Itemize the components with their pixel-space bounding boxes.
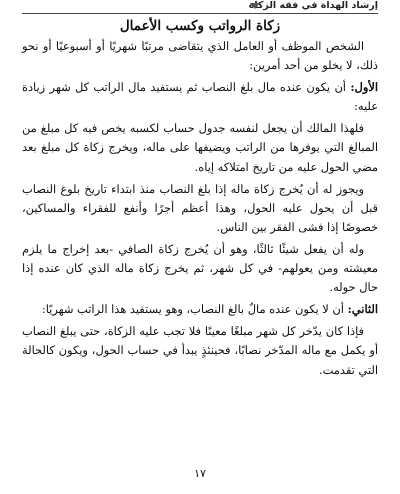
paragraph-5-text: وله أن يفعل شيئًا ثالثًا، وهو أن يُخرج زكاة الصافي -بعد إخراج ما يلزم معيشته ومن يعولهم- في كل شهر، ثم يخرج زكاة ماله الذي كان عنده إذا حال حوله.	[22, 241, 378, 295]
page-number: ١٧	[194, 467, 206, 480]
page-content	[22, 16, 378, 383]
paragraph-2-lead: الأول:	[350, 80, 378, 95]
header-ornament-icon	[250, 3, 260, 9]
paragraph-4	[22, 180, 378, 237]
paragraph-5	[22, 240, 378, 297]
paragraph-4-text: ويجوز له أن يُخرج زكاة ماله إذا بلغ النصاب منذ ابتداء تاريخ بلوغ النصاب قبل أن يحول عليه الحول، وهذا أعظم أجرًا وأنفع للفقراء والمساكين، خصوصًا إذا فشى الفقر بين الناس.	[22, 181, 378, 234]
paragraph-1-text: الشخص الموظف أو العامل الذي يتقاضى مرتبًا شهريًا أو أسبوعيًا أو نحو ذلك، لا يخلو من أحد أمرين:	[22, 39, 378, 73]
paragraph-6-lead: الثاني:	[347, 302, 378, 317]
paragraph-6-text: أن لا يكون عنده مالٌ بالغ النصاب، وهو يستفيد هذا الراتب شهريًا:	[41, 302, 348, 317]
paragraph-2	[22, 78, 378, 116]
paragraph-6	[22, 300, 378, 319]
paragraph-3-text: فلهذا المالك أن يجعل لنفسه جدول حساب لكسبه يخص فيه كل مبلغ من المبالغ التي يوفرها من الراتب ويضيفها على ماله، ويخرج زكاة كل مبلغ بعد مضي الحول عليه من تاريخ امتلاكه إياه.	[22, 121, 378, 174]
paragraph-3	[22, 119, 378, 176]
section-title: زكاة الرواتب وكسب الأعمال	[119, 18, 281, 34]
paragraph-7-text: فإذا كان يدّخر كل شهر مبلغًا معينًا فلا تجب عليه الزكاة، حتى يبلغ النصاب أو يكمل مع ماله المدّخر نصابًا، فحينئذٍ يبدأ في حساب الحول، ويكون كالحالة التي تقدمت.	[22, 324, 378, 377]
running-header	[22, 0, 378, 14]
paragraph-2-text: أن يكون عنده مال بلغ النصاب ثم يستفيد مال الراتب كل شهر زيادة عليه:	[22, 80, 378, 114]
paragraph-7	[22, 322, 378, 379]
paragraph-1	[22, 37, 378, 75]
running-header-title: إرشاد الهداة في فقه الزكاة	[248, 0, 378, 11]
